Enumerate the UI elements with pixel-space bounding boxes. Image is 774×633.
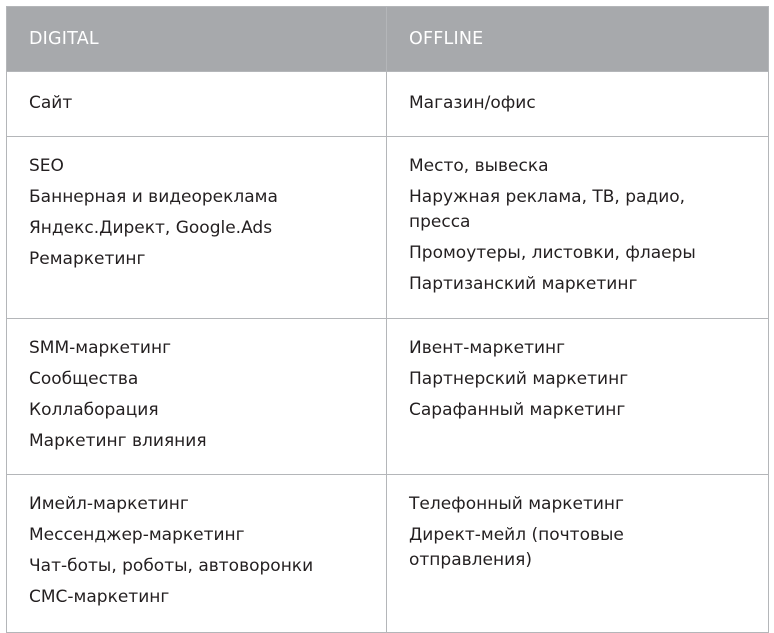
digital-entry: Ремаркетинг xyxy=(29,249,146,269)
offline-entry: Место, вывеска xyxy=(409,156,549,176)
header-row xyxy=(7,7,769,72)
header-digital: DIGITAL xyxy=(7,7,387,72)
digital-entry: Коллаборация xyxy=(29,400,159,420)
digital-entry: СМС-маркетинг xyxy=(29,587,170,607)
digital-cell xyxy=(7,475,387,633)
channels-comparison-table xyxy=(6,6,769,633)
table-row xyxy=(7,475,769,633)
offline-entry: Телефонный маркетинг xyxy=(409,494,624,514)
offline-entry: Наружная реклама, ТВ, радио, пресса xyxy=(409,187,686,232)
digital-entry: Чат-боты, роботы, автоворонки xyxy=(29,556,314,576)
offline-cell xyxy=(387,475,769,633)
digital-entry: Маркетинг влияния xyxy=(29,431,207,451)
digital-entry: Сайт xyxy=(29,93,73,113)
offline-entry: Ивент-маркетинг xyxy=(409,338,566,358)
digital-entry: Имейл-маркетинг xyxy=(29,494,189,514)
digital-cell xyxy=(7,72,387,137)
digital-entry: Мессенджер-маркетинг xyxy=(29,525,245,545)
table-row xyxy=(7,319,769,475)
offline-entry: Магазин/офис xyxy=(409,93,536,113)
offline-cell xyxy=(387,72,769,137)
offline-cell xyxy=(387,319,769,475)
table-header xyxy=(7,7,769,72)
digital-entry: Сообщества xyxy=(29,369,139,389)
offline-cell xyxy=(387,137,769,319)
digital-entry: SEO xyxy=(29,156,64,176)
offline-entry: Сарафанный маркетинг xyxy=(409,400,626,420)
digital-entry: Яндекс.Директ, Google.Ads xyxy=(29,218,273,238)
offline-entry: Промоутеры, листовки, флаеры xyxy=(409,243,696,263)
table-row xyxy=(7,137,769,319)
offline-entry: Партизанский маркетинг xyxy=(409,274,638,294)
header-offline: OFFLINE xyxy=(387,7,769,72)
offline-entry: Партнерский маркетинг xyxy=(409,369,629,389)
digital-entry: SMM-маркетинг xyxy=(29,338,172,358)
digital-entry: Баннерная и видеореклама xyxy=(29,187,278,207)
digital-cell xyxy=(7,319,387,475)
offline-entry: Директ-мейл (почтовые отправления) xyxy=(409,525,624,570)
table-body xyxy=(7,72,769,633)
table-row xyxy=(7,72,769,137)
digital-cell xyxy=(7,137,387,319)
